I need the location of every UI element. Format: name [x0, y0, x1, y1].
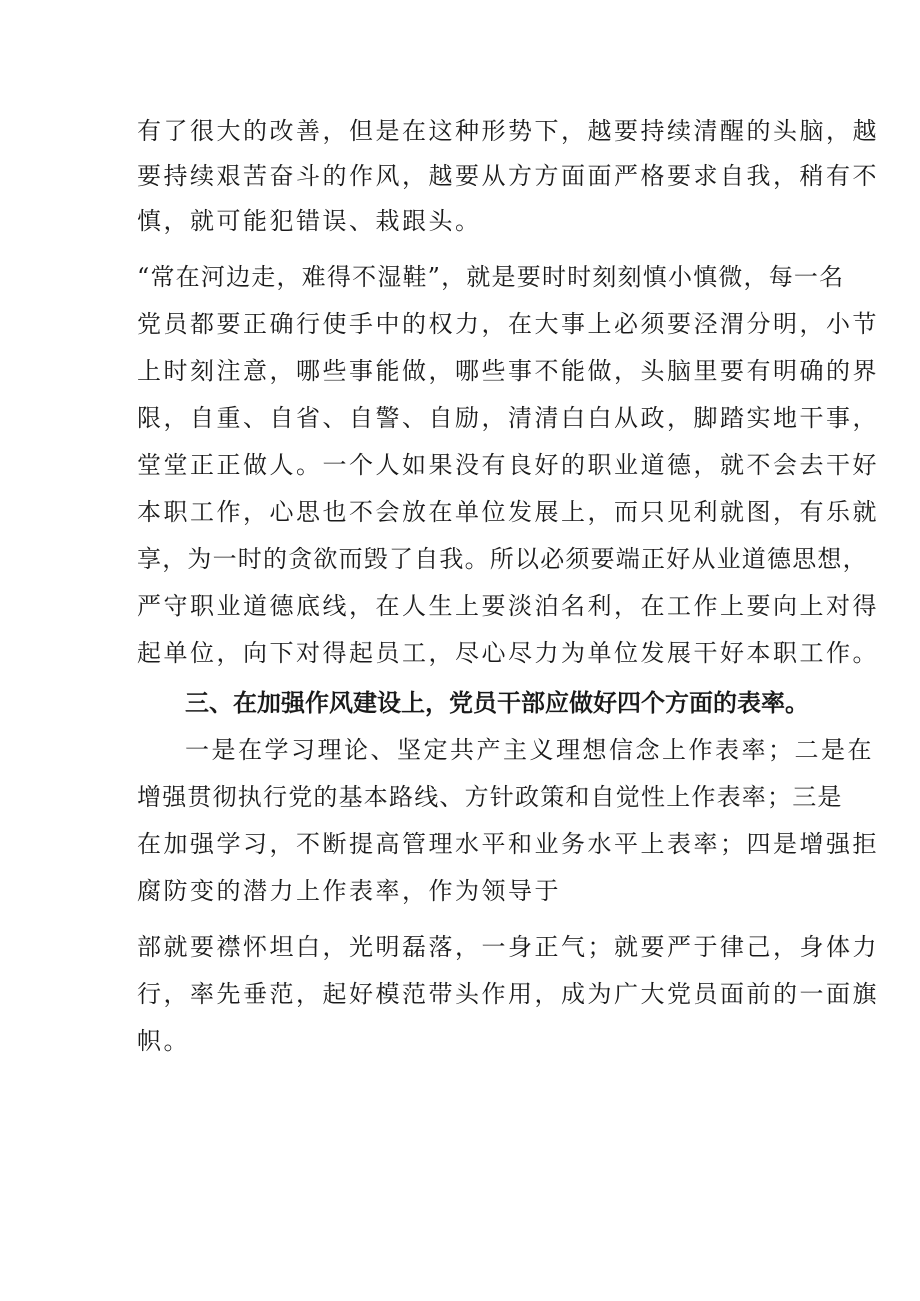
paragraph-line: 党员都要正确行使手中的权力，在大事上必须要泾渭分明，小节: [137, 310, 879, 338]
paragraph-line: 一是在学习理论、坚定共产主义理想信念上作表率；二是在: [185, 736, 874, 764]
paragraph-line: 增强贯彻执行党的基本路线、方针政策和自觉性上作表率；三是: [137, 783, 843, 811]
paragraph-line: “常在河边走，难得不湿鞋”，就是要时时刻刻慎小慎微，每一名: [137, 263, 845, 291]
paragraph-line: 堂堂正正做人。一个人如果没有良好的职业道德，就不会去干好: [137, 451, 879, 479]
paragraph-line: 腐防变的潜力上作表率，作为领导于: [137, 877, 561, 905]
paragraph-line: 限，自重、自省、自警、自励，清清白白从政，脚踏实地干事，: [137, 404, 879, 432]
paragraph-line: 享，为一时的贪欲而毁了自我。所以必须要端正好从业道德思想，: [137, 545, 868, 573]
paragraph-line: 慎，就可能犯错误、栽跟头。: [137, 207, 482, 235]
paragraph-line: 行，率先垂范，起好模范带头作用，成为广大党员面前的一面旗: [137, 980, 879, 1008]
paragraph-line: 上时刻注意，哪些事能做，哪些事不能做，头脑里要有明确的界: [137, 357, 879, 385]
section-heading: 三、在加强作风建设上，党员干部应做好四个方面的表率。: [185, 689, 809, 717]
paragraph-line: 在加强学习，不断提高管理水平和业务水平上表率；四是增强拒: [137, 830, 879, 858]
paragraph-line: 起单位，向下对得起员工，尽心尽力为单位发展干好本职工作。: [137, 639, 879, 667]
paragraph-line: 帜。: [137, 1027, 190, 1055]
paragraph-line: 部就要襟怀坦白，光明磊落，一身正气；就要严于律己，身体力: [137, 933, 879, 961]
paragraph-line: 严守职业道德底线，在人生上要淡泊名利，在工作上要向上对得: [137, 592, 879, 620]
paragraph-line: 要持续艰苦奋斗的作风，越要从方方面面严格要求自我，稍有不: [137, 162, 879, 190]
paragraph-line: 有了很大的改善，但是在这种形势下，越要持续清醒的头脑，越: [137, 117, 879, 145]
paragraph-line: 本职工作，心思也不会放在单位发展上，而只见利就图，有乐就: [137, 498, 879, 526]
